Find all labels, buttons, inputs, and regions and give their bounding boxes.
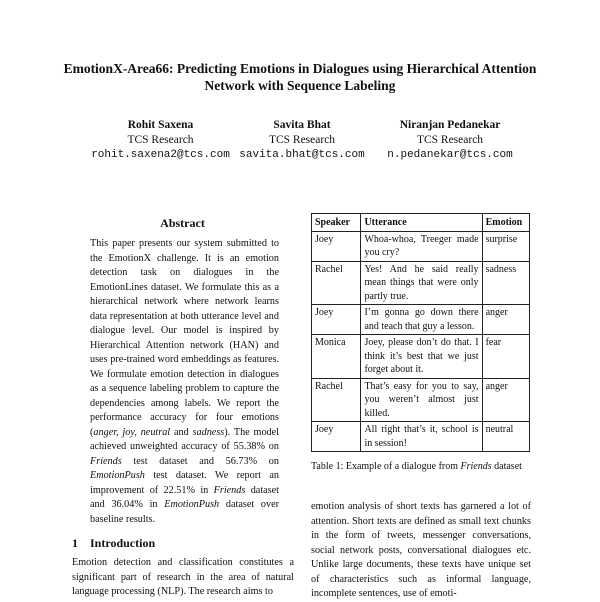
table-row <box>312 378 530 422</box>
column-header-emotion: Emotion <box>482 214 529 232</box>
author-block <box>370 118 530 163</box>
table-caption: Table 1: Example of a dialogue from Friends dataset <box>311 461 522 472</box>
author-name: Savita Bhat <box>273 119 331 131</box>
author-name: Rohit Saxena <box>127 119 194 131</box>
emotion-cell: anger <box>482 305 529 335</box>
table-header-row <box>312 214 530 232</box>
table-row <box>312 231 530 261</box>
speaker-cell: Rachel <box>312 378 361 422</box>
abstract-heading: Abstract <box>160 216 205 230</box>
speaker-cell: Rachel <box>312 261 361 305</box>
author-email: savita.bhat@tcs.com <box>239 149 365 161</box>
utterance-cell: Joey, please don’t do that. I think it’s best that we just forget about it. <box>361 335 482 379</box>
author-block <box>228 118 376 163</box>
emotion-cell: fear <box>482 335 529 379</box>
introduction-text: Emotion detection and classification constitutes a significant part of research in the area of natural language processing (NLP). The research aims to <box>72 557 294 597</box>
emotion-cell: sadness <box>482 261 529 305</box>
speaker-cell: Joey <box>312 422 361 452</box>
column-header-speaker: Speaker <box>312 214 361 232</box>
author-affiliation: TCS Research <box>127 134 194 146</box>
table-row <box>312 305 530 335</box>
speaker-cell: Monica <box>312 335 361 379</box>
body-text: emotion analysis of short texts has garnered a lot of attention. Short texts are defined as small text chunks in the form of tweets, messenger conversations, social network posts, conversational dialogues etc. Unlike large documents, these texts have unique set of characteristics such as informal language, incomplete sentences, use of emoti- <box>311 501 531 599</box>
emotion-cell: surprise <box>482 231 529 261</box>
section-number: 1 <box>72 536 78 550</box>
table-row <box>312 422 530 452</box>
section-title: Introduction <box>90 536 156 550</box>
speaker-cell: Joey <box>312 305 361 335</box>
author-name: Niranjan Pedanekar <box>399 119 501 131</box>
author-email: n.pedanekar@tcs.com <box>387 149 513 161</box>
utterance-cell: I’m gonna go down there and teach that guy a lesson. <box>361 305 482 335</box>
paper-title: EmotionX-Area66: Predicting Emotions in Dialogues using Hierarchical Attention Network with Sequence Labeling <box>63 61 537 93</box>
author-block <box>68 118 253 163</box>
utterance-cell: Whoa-whoa, Treeger made you cry? <box>361 231 482 261</box>
author-affiliation: TCS Research <box>268 134 336 146</box>
speaker-cell: Joey <box>312 231 361 261</box>
table-row <box>312 261 530 305</box>
table-row <box>312 335 530 379</box>
emotion-cell: anger <box>482 378 529 422</box>
author-email: rohit.saxena2@tcs.com <box>91 149 230 161</box>
emotion-cell: neutral <box>482 422 529 452</box>
utterance-cell: All right that’s it, school is in session! <box>361 422 482 452</box>
utterance-cell: Yes! And he said really mean things that were only partly true. <box>361 261 482 305</box>
section-heading-introduction <box>72 536 155 551</box>
abstract-text: This paper presents our system submitted to the EmotionX challenge. It is an emotion detection task on dialogues in the EmotionLines dataset. We formulate this as a hierarchical network where network learns data representation at both utterance level and dialogue level. Our model is inspired by Hierarchical Attention network (HAN) and uses pre-trained word embeddings as features. We formulate emotion detection in dialogues as a sequence labeling problem to capture the dependencies among labels. We report the performance accuracy for four emotions (anger, joy, neutral and sadness). The model achieved unweighted accuracy of 55.38% on Friends test dataset and 56.73% on EmotionPush test dataset. We report an improvement of 22.51% in Friends dataset and 36.04% in EmotionPush dataset over baseline results. <box>90 238 280 525</box>
utterance-cell: That’s easy for you to say, you weren’t almost just killed. <box>361 378 482 422</box>
dialogue-table <box>311 213 530 452</box>
column-header-utterance: Utterance <box>361 214 482 232</box>
author-affiliation: TCS Research <box>416 134 484 146</box>
